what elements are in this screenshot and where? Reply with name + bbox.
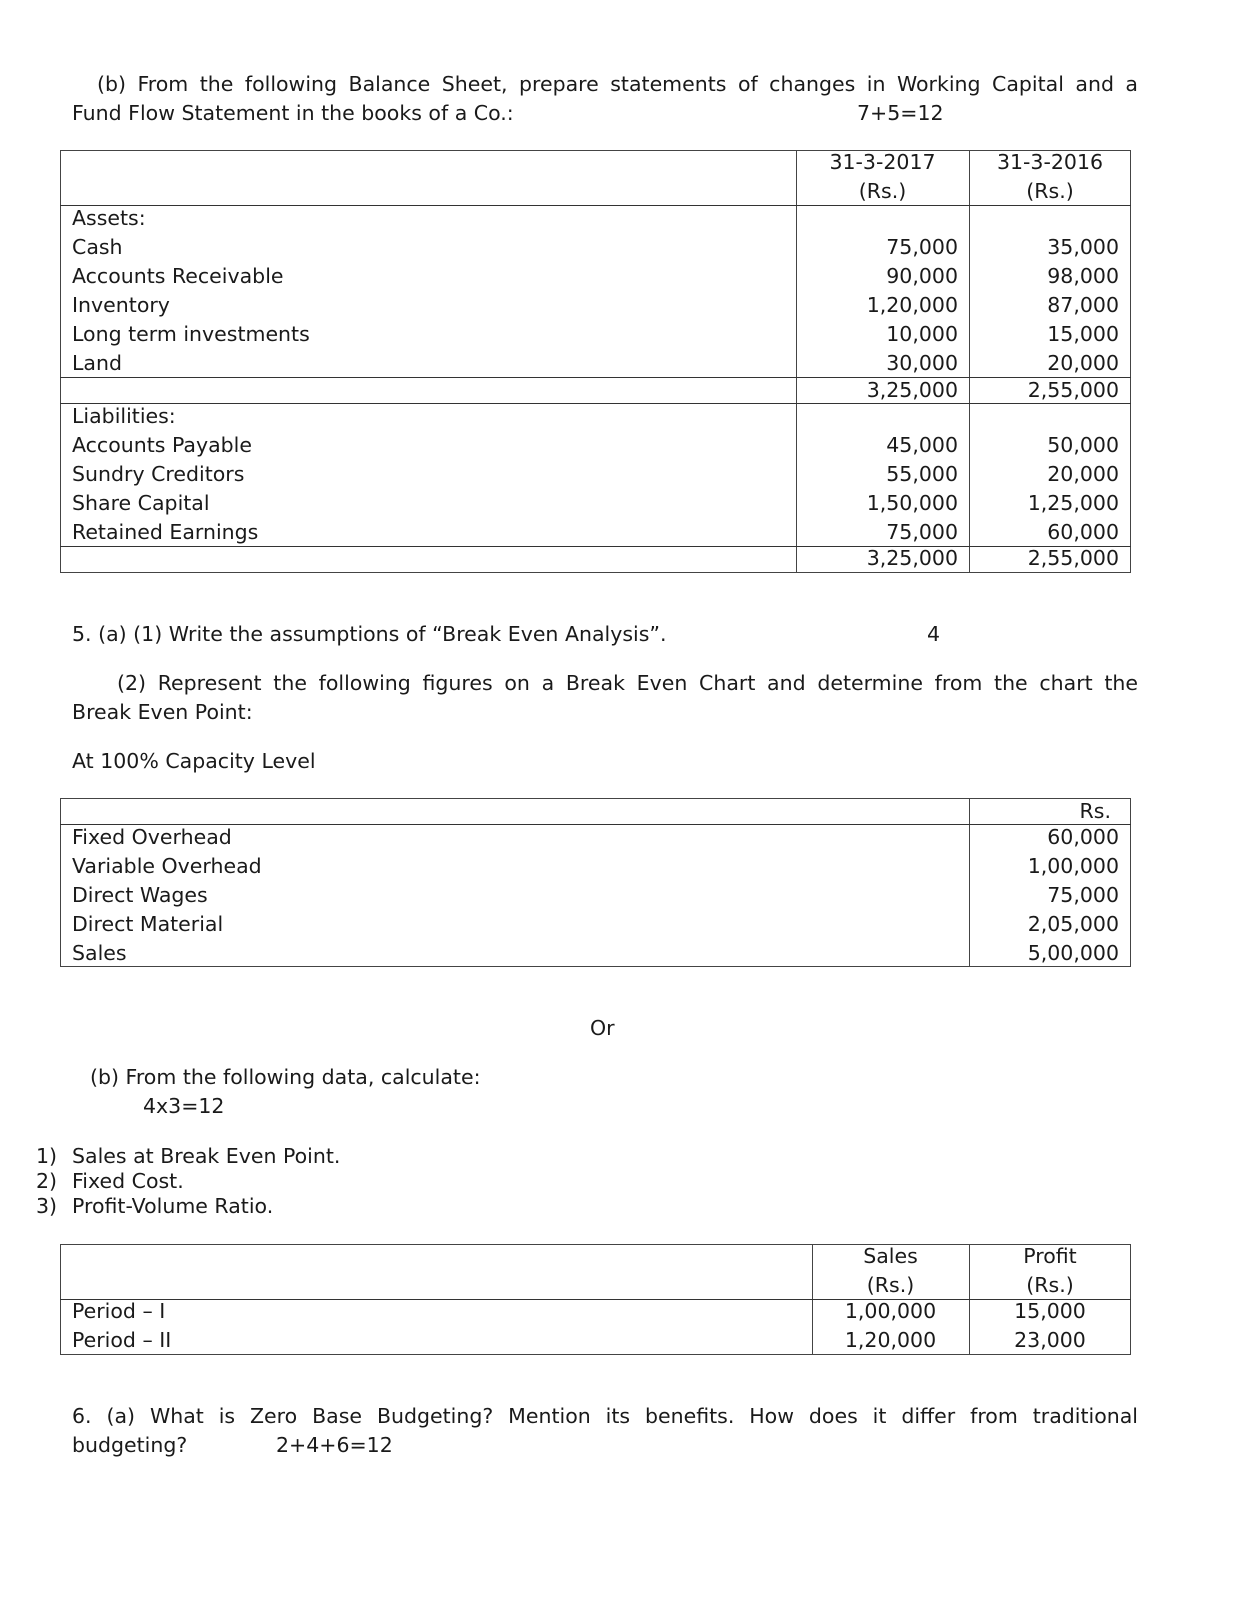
question-4b-line1: (b) From the following Balance Sheet, prepare statements of changes in Working Capital and a [97, 72, 1138, 96]
sales-value: 1,00,000 [844, 1299, 937, 1323]
question-5a-part1-marks: 4 [927, 622, 941, 646]
column-header-date: 31-3-2017 [829, 150, 936, 174]
question-5b-intro: (b) From the following data, calculate: [90, 1065, 481, 1089]
row-label: Fixed Overhead [72, 825, 232, 849]
column-header-unit: (Rs.) [858, 179, 907, 203]
value-2016: 35,000 [1047, 235, 1119, 259]
column-header-unit: (Rs.) [1026, 179, 1074, 203]
row-label: Period – II [72, 1328, 172, 1352]
row-label: Sundry Creditors [72, 462, 245, 486]
column-header-rs: Rs. [1079, 799, 1111, 823]
list-item: Profit-Volume Ratio. [72, 1194, 274, 1218]
question-5a-part1: 5. (a) (1) Write the assumptions of “Break Even Analysis”. [72, 622, 667, 646]
question-6a-marks: 2+4+6=12 [276, 1433, 393, 1457]
column-header-unit: (Rs.) [866, 1273, 915, 1297]
section-label-assets: Assets: [72, 206, 146, 230]
row-label: Land [72, 351, 122, 375]
value-2016: 20,000 [1047, 351, 1119, 375]
row-label: Retained Earnings [72, 520, 259, 544]
assets-total-2016: 2,55,000 [1027, 378, 1119, 402]
question-4b-line2: Fund Flow Statement in the books of a Co.: [72, 101, 514, 125]
row-label: Sales [72, 941, 127, 965]
capacity-label: At 100% Capacity Level [72, 749, 316, 773]
row-value: 75,000 [1047, 883, 1119, 907]
column-header-sales: Sales [863, 1244, 918, 1268]
profit-value: 23,000 [1014, 1328, 1086, 1352]
value-2017: 1,50,000 [866, 491, 958, 515]
row-label: Long term investments [72, 322, 310, 346]
value-2016: 50,000 [1047, 433, 1119, 457]
column-header-profit: Profit [1023, 1244, 1077, 1268]
row-label: Cash [72, 235, 123, 259]
value-2016: 98,000 [1047, 264, 1119, 288]
section-label-liabilities: Liabilities: [72, 404, 176, 428]
column-header-unit: (Rs.) [1026, 1273, 1074, 1297]
list-number: 1) [36, 1144, 58, 1168]
liabilities-total-2017: 3,25,000 [866, 546, 958, 570]
row-label: Variable Overhead [72, 854, 262, 878]
question-5a-part2-line1: (2) Represent the following figures on a Break Even Chart and determine from the chart the [117, 671, 1138, 695]
row-divider [60, 205, 1131, 206]
row-label: Direct Material [72, 912, 224, 936]
list-item: Fixed Cost. [72, 1169, 184, 1193]
liabilities-total-2016: 2,55,000 [1027, 546, 1119, 570]
value-2016: 1,25,000 [1027, 491, 1119, 515]
value-2017: 75,000 [886, 235, 958, 259]
list-number: 2) [36, 1169, 58, 1193]
value-2017: 55,000 [886, 462, 958, 486]
assets-total-2017: 3,25,000 [866, 378, 958, 402]
question-6a-line1: 6. (a) What is Zero Base Budgeting? Mention its benefits. How does it differ from traditional [72, 1404, 1138, 1428]
question-5b-marks: 4x3=12 [143, 1094, 225, 1118]
value-2017: 90,000 [886, 264, 958, 288]
row-label: Share Capital [72, 491, 210, 515]
list-number: 3) [36, 1194, 58, 1218]
value-2017: 30,000 [886, 351, 958, 375]
value-2016: 87,000 [1047, 293, 1119, 317]
list-item: Sales at Break Even Point. [72, 1144, 341, 1168]
value-2017: 75,000 [886, 520, 958, 544]
question-6a-line2: budgeting? [72, 1433, 188, 1457]
value-2017: 10,000 [886, 322, 958, 346]
or-separator: Or [590, 1016, 615, 1040]
question-5a-part2-line2: Break Even Point: [72, 700, 253, 724]
profit-value: 15,000 [1014, 1299, 1086, 1323]
row-label: Accounts Payable [72, 433, 252, 457]
row-value: 5,00,000 [1027, 941, 1119, 965]
value-2016: 60,000 [1047, 520, 1119, 544]
value-2017: 45,000 [886, 433, 958, 457]
value-2016: 15,000 [1047, 322, 1119, 346]
row-value: 60,000 [1047, 825, 1119, 849]
value-2017: 1,20,000 [866, 293, 958, 317]
sales-value: 1,20,000 [844, 1328, 937, 1352]
row-value: 1,00,000 [1027, 854, 1119, 878]
row-label: Accounts Receivable [72, 264, 284, 288]
row-label: Direct Wages [72, 883, 208, 907]
value-2016: 20,000 [1047, 462, 1119, 486]
column-header-date: 31-3-2016 [996, 150, 1104, 174]
question-4b-marks: 7+5=12 [857, 101, 944, 125]
row-value: 2,05,000 [1027, 912, 1119, 936]
row-label: Inventory [72, 293, 170, 317]
row-label: Period – I [72, 1299, 166, 1323]
